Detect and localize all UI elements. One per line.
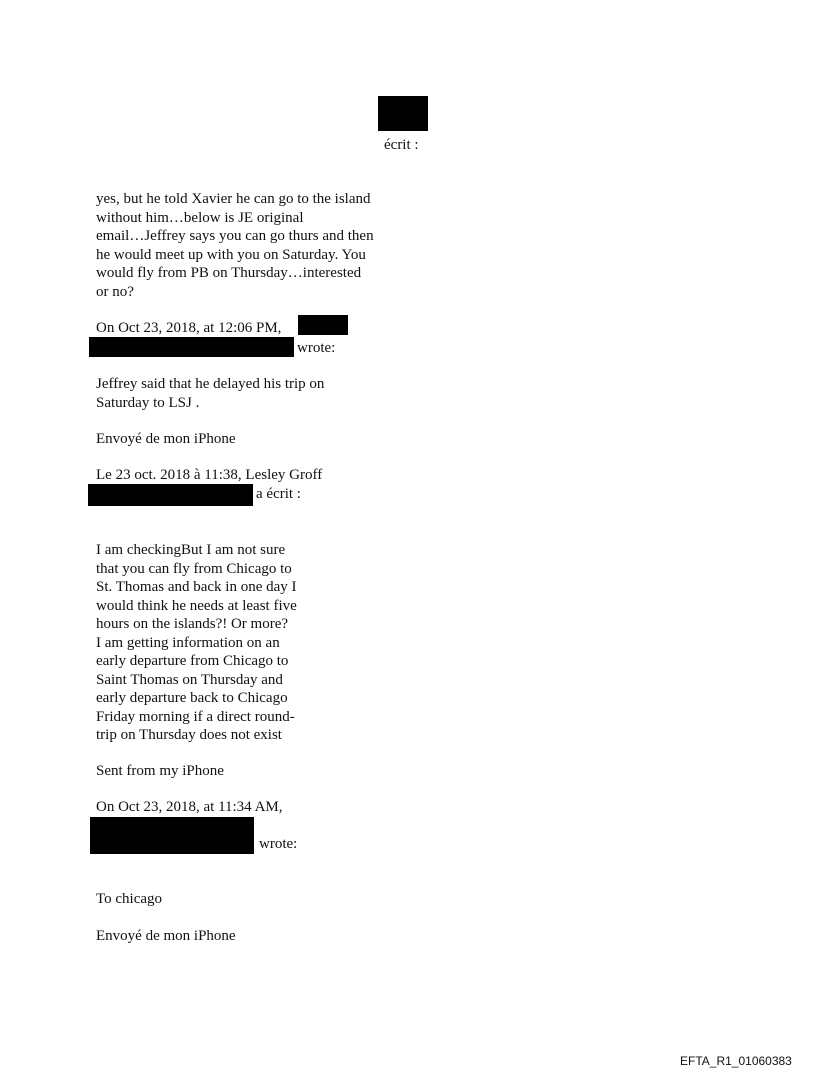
text-line: Saint Thomas on Thursday and — [96, 671, 283, 688]
redaction-block-3 — [90, 817, 254, 854]
text-line: trip on Thursday does not exist — [96, 727, 282, 743]
redaction-block-1a — [298, 315, 348, 335]
header-top-ecrit: écrit : — [384, 137, 419, 153]
document-id-footer: EFTA_R1_01060383 — [680, 1054, 792, 1068]
text-line: I am getting information on an — [96, 634, 280, 651]
email-header-1-wrote: wrote: — [297, 340, 336, 356]
message-paragraph-4: To chicago — [96, 891, 163, 907]
text-line: I am checkingBut I am not sure — [96, 542, 286, 558]
email-header-2: Le 23 oct. 2018 à 11:38, Lesley Groff — [96, 467, 323, 483]
text-line: email…Jeffrey says you can go thurs and then — [96, 228, 374, 244]
text-line: without him…below is JE original — [96, 209, 304, 226]
text-line: would fly from PB on Thursday…interested — [96, 265, 362, 281]
text-line: Friday morning if a direct round- — [96, 708, 295, 725]
text-line: early departure back to Chicago — [96, 690, 288, 706]
email-header-3-wrote: wrote: — [259, 836, 298, 852]
email-header-3: On Oct 23, 2018, at 11:34 AM, — [96, 799, 283, 815]
message-paragraph-3 — [96, 541, 297, 745]
text-line: that you can fly from Chicago to — [96, 560, 292, 577]
email-header-1: On Oct 23, 2018, at 12:06 PM, — [96, 320, 282, 336]
message-paragraph-2 — [96, 375, 324, 412]
email-header-2-ecrit: a écrit : — [256, 486, 301, 502]
text-line: Saturday to LSJ . — [96, 394, 200, 411]
text-line: or no? — [96, 283, 134, 300]
text-line: would think he needs at least five — [96, 597, 297, 614]
redaction-block-top — [378, 96, 428, 131]
text-line: yes, but he told Xavier he can go to the island — [96, 191, 371, 207]
text-line: early departure from Chicago to — [96, 653, 289, 669]
redaction-block-2 — [88, 484, 253, 506]
signature-3: Envoyé de mon iPhone — [96, 928, 236, 944]
message-paragraph-1 — [96, 190, 374, 301]
redaction-block-1b — [89, 337, 294, 357]
text-line: Jeffrey said that he delayed his trip on — [96, 376, 325, 392]
signature-2: Sent from my iPhone — [96, 763, 224, 779]
signature-1: Envoyé de mon iPhone — [96, 431, 236, 447]
text-line: hours on the islands?! Or more? — [96, 616, 289, 632]
text-line: he would meet up with you on Saturday. You — [96, 246, 366, 263]
text-line: St. Thomas and back in one day I — [96, 579, 297, 595]
